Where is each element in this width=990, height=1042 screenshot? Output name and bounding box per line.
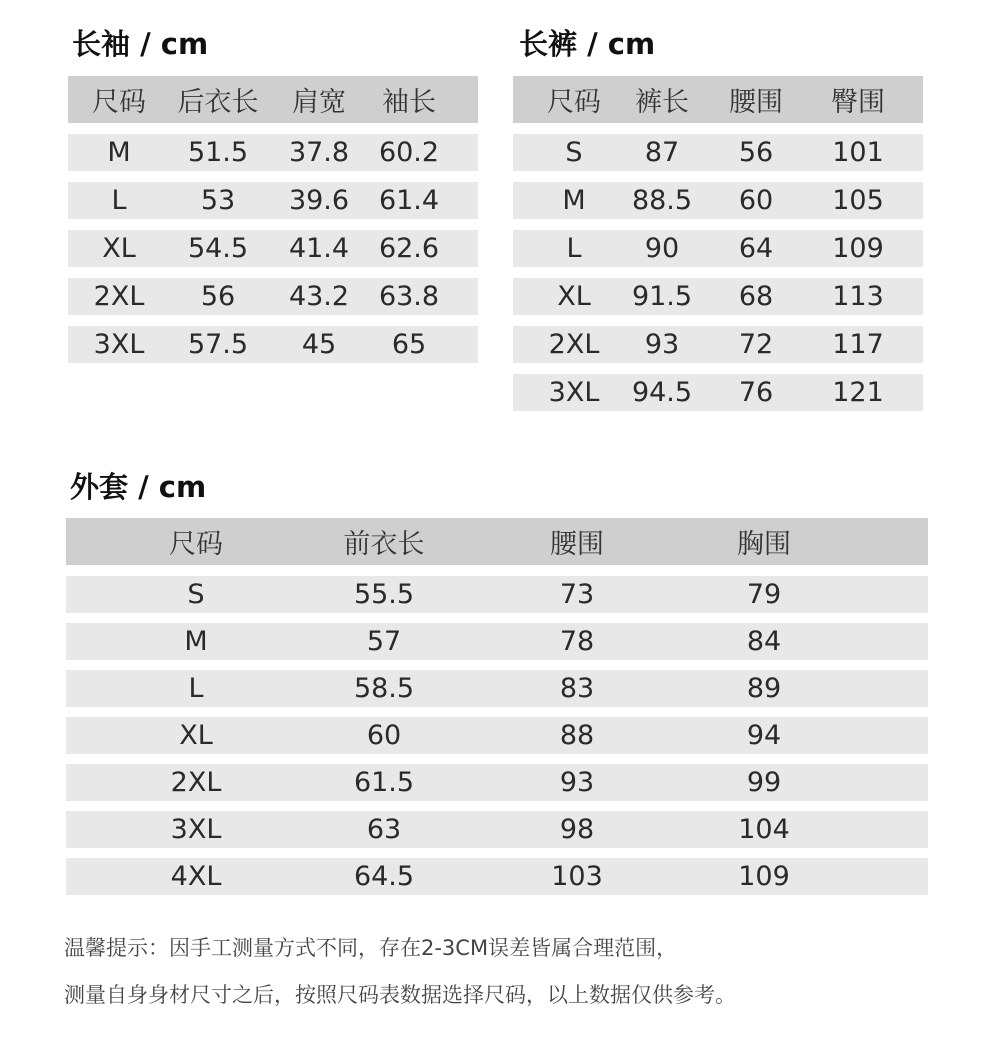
header-cell: 裤长 — [635, 87, 689, 118]
value-cell: 88 — [559, 720, 595, 751]
note-line-1: 温馨提示：因手工测量方式不同，存在2-3CM误差皆属合理范围， — [64, 936, 678, 960]
value-cell: 68 — [738, 281, 774, 312]
value-cell: 73 — [559, 579, 595, 610]
header-cell: 后衣长 — [177, 87, 259, 118]
value-cell: 91.5 — [631, 281, 693, 312]
jacket-title: 外套 / cm — [70, 470, 207, 504]
table-row — [66, 670, 928, 707]
pants-title: 长裤 / cm — [519, 27, 656, 61]
value-cell: 98 — [559, 814, 595, 845]
size-cell: 2XL — [93, 281, 145, 312]
value-cell: 121 — [832, 377, 884, 408]
table-row — [66, 764, 928, 801]
size-cell: 4XL — [170, 861, 222, 892]
value-cell: 53 — [200, 185, 236, 216]
value-cell: 113 — [832, 281, 884, 312]
value-cell: 109 — [832, 233, 884, 264]
header-cell: 尺码 — [169, 529, 223, 560]
size-cell: 3XL — [93, 329, 145, 360]
value-cell: 79 — [746, 579, 782, 610]
size-cell: XL — [102, 233, 136, 264]
table-row — [513, 374, 923, 411]
value-cell: 93 — [559, 767, 595, 798]
size-cell: L — [111, 185, 127, 216]
table-row — [68, 134, 478, 171]
value-cell: 64 — [738, 233, 774, 264]
header-cell: 腰围 — [550, 529, 604, 560]
value-cell: 64.5 — [353, 861, 415, 892]
value-cell: 39.6 — [288, 185, 350, 216]
value-cell: 37.8 — [288, 137, 350, 168]
header-cell: 肩宽 — [292, 87, 346, 118]
size-cell: L — [188, 673, 204, 704]
value-cell: 83 — [559, 673, 595, 704]
value-cell: 76 — [738, 377, 774, 408]
value-cell: 60.2 — [378, 137, 440, 168]
table-row — [513, 326, 923, 363]
size-cell: 3XL — [170, 814, 222, 845]
size-cell: M — [107, 137, 131, 168]
table-header-row — [68, 76, 478, 123]
value-cell: 88.5 — [631, 185, 693, 216]
value-cell: 57.5 — [187, 329, 249, 360]
value-cell: 117 — [832, 329, 884, 360]
note-line-2: 测量自身身材尺寸之后，按照尺码表数据选择尺码，以上数据仅供参考。 — [64, 983, 736, 1007]
header-cell: 袖长 — [382, 87, 436, 118]
header-cell: 腰围 — [729, 87, 783, 118]
size-cell: S — [187, 579, 205, 610]
value-cell: 84 — [746, 626, 782, 657]
value-cell: 109 — [738, 861, 790, 892]
table-row — [68, 278, 478, 315]
table-row — [513, 230, 923, 267]
size-cell: 2XL — [170, 767, 222, 798]
value-cell: 51.5 — [187, 137, 249, 168]
table-row — [66, 623, 928, 660]
value-cell: 56 — [200, 281, 236, 312]
value-cell: 60 — [366, 720, 402, 751]
value-cell: 58.5 — [353, 673, 415, 704]
value-cell: 99 — [746, 767, 782, 798]
size-cell: XL — [179, 720, 213, 751]
table-row — [66, 858, 928, 895]
value-cell: 65 — [391, 329, 427, 360]
value-cell: 103 — [551, 861, 603, 892]
table-row — [513, 134, 923, 171]
value-cell: 55.5 — [353, 579, 415, 610]
table-row — [513, 278, 923, 315]
header-cell: 尺码 — [92, 87, 146, 118]
size-cell: 3XL — [548, 377, 600, 408]
value-cell: 78 — [559, 626, 595, 657]
header-cell: 前衣长 — [343, 529, 425, 560]
size-cell: 2XL — [548, 329, 600, 360]
value-cell: 94 — [746, 720, 782, 751]
size-cell: M — [562, 185, 586, 216]
table-header-row — [66, 518, 928, 565]
value-cell: 56 — [738, 137, 774, 168]
size-cell: XL — [557, 281, 591, 312]
header-cell: 臀围 — [831, 87, 885, 118]
value-cell: 60 — [738, 185, 774, 216]
size-cell: L — [566, 233, 582, 264]
value-cell: 63.8 — [378, 281, 440, 312]
table-row — [68, 326, 478, 363]
value-cell: 101 — [832, 137, 884, 168]
header-cell: 尺码 — [547, 87, 601, 118]
value-cell: 57 — [366, 626, 402, 657]
size-cell: M — [184, 626, 208, 657]
value-cell: 72 — [738, 329, 774, 360]
table-row — [68, 230, 478, 267]
value-cell: 61.4 — [378, 185, 440, 216]
table-row — [68, 182, 478, 219]
header-cell: 胸围 — [737, 529, 791, 560]
size-cell: S — [565, 137, 583, 168]
value-cell: 93 — [644, 329, 680, 360]
value-cell: 104 — [738, 814, 790, 845]
table-row — [66, 576, 928, 613]
value-cell: 87 — [644, 137, 680, 168]
value-cell: 63 — [366, 814, 402, 845]
value-cell: 89 — [746, 673, 782, 704]
value-cell: 105 — [832, 185, 884, 216]
value-cell: 45 — [301, 329, 337, 360]
value-cell: 62.6 — [378, 233, 440, 264]
value-cell: 61.5 — [353, 767, 415, 798]
value-cell: 94.5 — [631, 377, 693, 408]
value-cell: 54.5 — [187, 233, 249, 264]
table-header-row — [513, 76, 923, 123]
value-cell: 90 — [644, 233, 680, 264]
value-cell: 43.2 — [288, 281, 350, 312]
longsleeve-title: 长袖 / cm — [72, 27, 209, 61]
table-row — [513, 182, 923, 219]
table-row — [66, 717, 928, 754]
table-row — [66, 811, 928, 848]
value-cell: 41.4 — [288, 233, 350, 264]
